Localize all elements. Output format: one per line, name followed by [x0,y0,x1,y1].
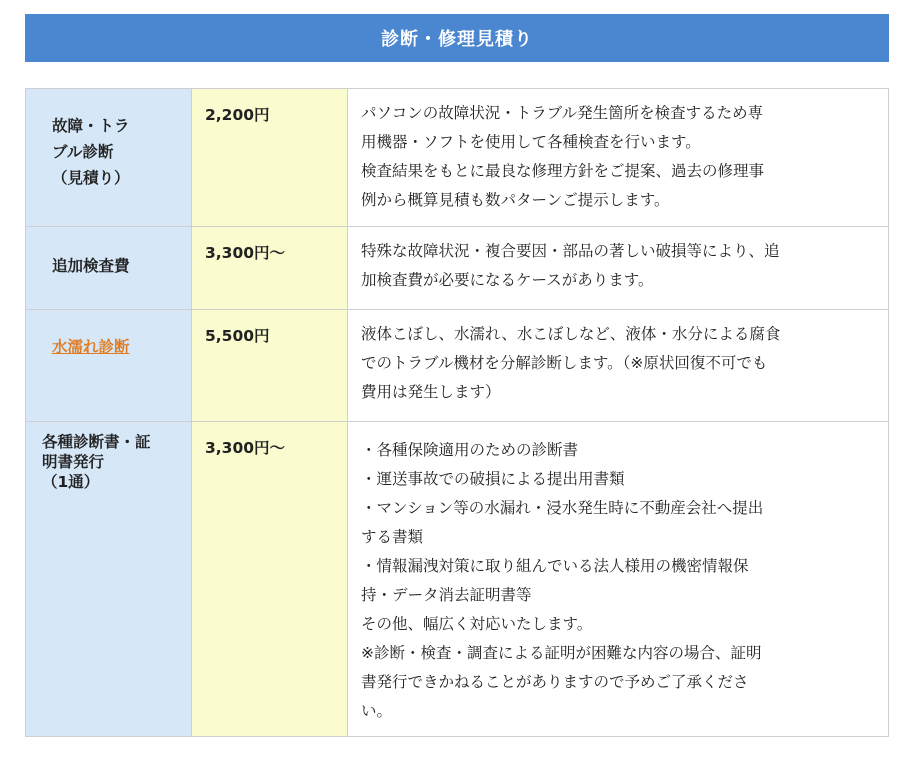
table-row [26,89,889,227]
description-cell [348,310,889,422]
table-row [26,227,889,310]
description-line: 例から概算見積も数パターンご提示します。 [361,191,670,209]
description-line: 特殊な故障状況・複合要因・部品の著しい破損等により、追 [361,242,780,260]
description-line: 加検査費が必要になるケースがあります。 [361,271,654,289]
description-line: ※診断・検査・調査による証明が困難な内容の場合、証明 [361,644,762,662]
description-line: その他、幅広く対応いたします。 [361,615,593,633]
service-name-line: （見積り） [52,169,130,187]
service-name-cell [26,422,192,737]
service-name-cell [26,89,192,227]
description-line: パソコンの故障状況・トラブル発生箇所を検査するため専 [361,104,764,122]
service-name-cell [26,310,192,422]
price-value: 3,300円〜 [205,439,286,457]
table-row [26,422,889,737]
section-title: 診断・修理見積り [25,14,889,62]
price-table [25,88,889,737]
price-cell [192,89,348,227]
description-line: ・各種保険適用のための診断書 [361,441,579,459]
water-damage-link[interactable]: 水濡れ診断 [52,338,130,356]
description-cell [348,422,889,737]
price-value: 2,200円 [205,106,270,124]
description-line: ・情報漏洩対策に取り組んでいる法人様用の機密情報保 [361,557,749,575]
price-cell [192,310,348,422]
description-line: する書類 [361,528,424,546]
price-cell [192,422,348,737]
service-name-line: 明書発行 [42,453,105,471]
service-name-cell [26,227,192,310]
description-cell [348,89,889,227]
description-line: 書発行できかねることがありますので予めご了承くださ [361,673,749,691]
description-line: 費用は発生します） [361,383,501,401]
description-line: ・運送事故での破損による提出用書類 [361,470,625,488]
description-line: 用機器・ソフトを使用して各種検査を行います。 [361,133,701,151]
description-line: い。 [361,702,393,720]
service-name-line: 故障・トラ [52,117,130,135]
price-value: 5,500円 [205,327,270,345]
service-name-line: 各種診断書・証 [42,433,151,451]
description-line: 液体こぼし、水濡れ、水こぼしなど、液体・水分による腐食 [361,325,781,343]
description-line: でのトラブル機材を分解診断します。（※原状回復不可でも [361,354,768,372]
pricing-section [25,14,889,720]
price-value: 3,300円〜 [205,244,286,262]
price-cell [192,227,348,310]
description-cell [348,227,889,310]
service-name-line: ブル診断 [52,143,114,161]
description-line: ・マンション等の水漏れ・浸水発生時に不動産会社へ提出 [361,499,764,517]
service-name-line: 追加検査費 [52,257,130,275]
description-line: 検査結果をもとに最良な修理方針をご提案、過去の修理事 [361,162,765,180]
description-line: 持・データ消去証明書等 [361,586,532,604]
table-row [26,310,889,422]
service-name-line: （1通） [42,473,100,491]
